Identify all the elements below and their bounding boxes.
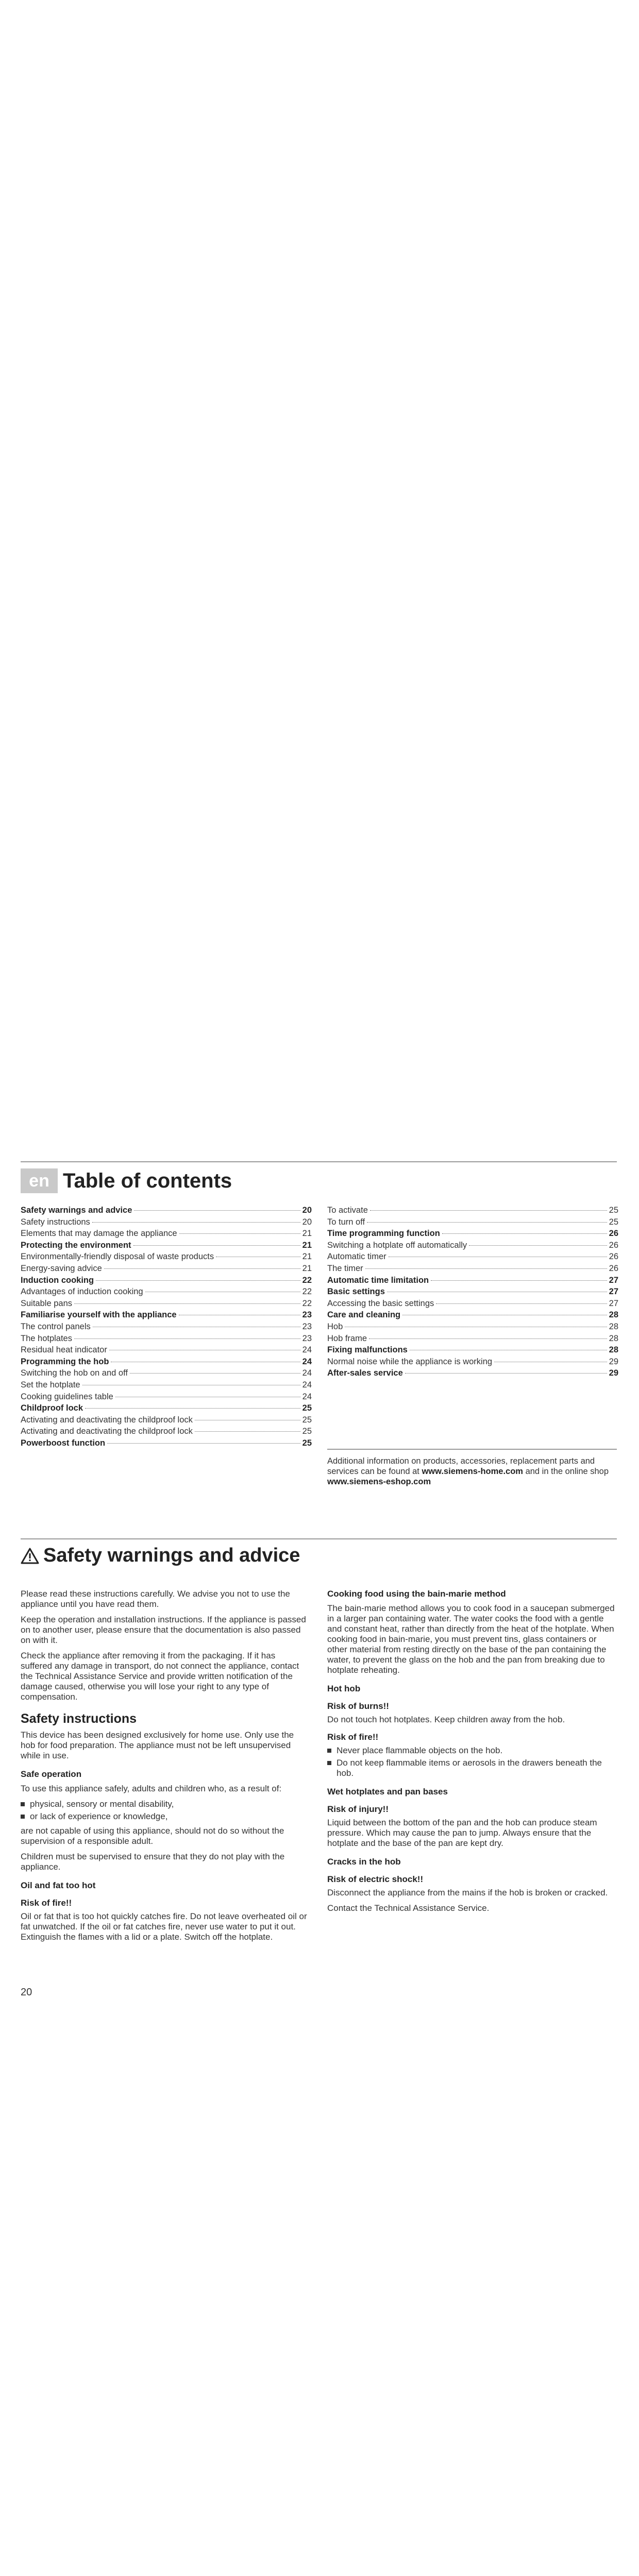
toc-entry[interactable] <box>327 1321 618 1333</box>
toc-entry-page: 21 <box>302 1229 312 1239</box>
toc-entry-page: 22 <box>302 1287 312 1297</box>
toc-entry-page: 22 <box>302 1298 312 1308</box>
toc-entry[interactable] <box>21 1251 312 1263</box>
toc-leader-dots <box>431 1280 607 1281</box>
toc-entry-page: 26 <box>609 1263 618 1273</box>
paragraph: To use this appliance safely, adults and children who, as a result of: <box>21 1784 282 1793</box>
toc-entry-page: 28 <box>609 1345 618 1355</box>
info-text: Additional information on products, accessories, replacement parts and services can be found at <box>327 1456 595 1476</box>
toc-entry-title: Normal noise while the appliance is working <box>327 1357 493 1366</box>
toc-entry-title: Powerboost function <box>21 1438 106 1448</box>
safety-title: Safety warnings and advice <box>43 1545 300 1566</box>
paragraph: Children must be supervised to ensure that they do not play with the appliance. <box>21 1852 285 1872</box>
heading-risk-burns: Risk of burns!! <box>327 1701 389 1711</box>
toc-leader-dots <box>370 1210 607 1211</box>
toc-entry[interactable] <box>327 1309 618 1321</box>
paragraph: The bain-marie method allows you to cook food in a saucepan submerged in a larger pan containing water. The water cooks the food with a gentle and constant heat, rather than directly from the heat of the hotplate. When cooking food in bain-marie, you must prevent tins, glass containers or other material from resting directly on the base of the pan containing the water, to prevent the glass on the hob and the pan from breaking due to hotplate reheating. <box>327 1603 615 1675</box>
toc-entry[interactable] <box>21 1321 312 1333</box>
paragraph: Check the appliance after removing it from the packaging. If it has suffered any damage in transport, do not connect the appliance, contact the Technical Assistance Service and provide written notification of the damage caused, otherwise you will lose your right to any type of compensation. <box>21 1651 299 1702</box>
heading-risk-fire: Risk of fire!! <box>327 1732 379 1742</box>
heading-oil-fat: Oil and fat too hot <box>21 1880 96 1890</box>
heading-safe-operation: Safe operation <box>21 1769 82 1779</box>
toc-entry-title: Automatic timer <box>327 1252 386 1262</box>
toc-leader-dots <box>442 1233 607 1234</box>
toc-entry-title: Protecting the environment <box>21 1240 131 1250</box>
toc-leader-dots <box>469 1245 607 1246</box>
toc-entry-title: Programming the hob <box>21 1357 109 1366</box>
toc-entry-page: 29 <box>609 1368 618 1378</box>
toc-title: Table of contents <box>63 1169 232 1192</box>
heading-cracks: Cracks in the hob <box>327 1857 401 1867</box>
toc-entry[interactable] <box>21 1356 312 1368</box>
toc-leader-dots <box>179 1233 300 1234</box>
toc-entry-page: 23 <box>302 1321 312 1331</box>
toc-entry[interactable] <box>327 1367 618 1379</box>
toc-leader-dots <box>436 1303 607 1304</box>
toc-entry-page: 29 <box>609 1357 618 1366</box>
toc-entry[interactable] <box>21 1379 312 1391</box>
toc-entry-title: To turn off <box>327 1217 365 1227</box>
toc-entry-title: Hob <box>327 1321 343 1331</box>
heading-bain-marie: Cooking food using the bain-marie method <box>327 1589 506 1599</box>
toc-entry[interactable] <box>327 1205 618 1216</box>
toc-leader-dots <box>369 1338 607 1339</box>
toc-entry-title: Automatic time limitation <box>327 1275 429 1285</box>
toc-entry[interactable] <box>21 1240 312 1251</box>
toc-entry-title: Childproof lock <box>21 1403 83 1413</box>
toc-entry-page: 25 <box>302 1403 312 1413</box>
link-siemens-home[interactable]: www.siemens-home.com <box>422 1467 523 1476</box>
toc-entry-page: 23 <box>302 1310 312 1320</box>
toc-entry-title: The hotplates <box>21 1333 72 1343</box>
toc-entry-title: Switching the hob on and off <box>21 1368 128 1378</box>
section-divider <box>21 1538 617 1539</box>
toc-entry-page: 27 <box>609 1287 618 1297</box>
toc-entry[interactable] <box>21 1275 312 1286</box>
warning-triangle-icon <box>21 1548 39 1564</box>
toc-entry-title: Basic settings <box>327 1287 385 1297</box>
paragraph: This device has been designed exclusively for home use. Only use the hob for food preparation. The appliance must not be left unsupervised while in use. <box>21 1730 294 1760</box>
toc-entry-page: 24 <box>302 1345 312 1355</box>
toc-entry-page: 25 <box>302 1427 312 1436</box>
list-item <box>327 1758 616 1778</box>
toc-entry[interactable] <box>21 1216 312 1228</box>
safety-column-right <box>327 1589 616 1919</box>
toc-entry-page: 27 <box>609 1298 618 1308</box>
toc-entry-page: 25 <box>302 1415 312 1425</box>
paragraph: Liquid between the bottom of the pan and the hob can produce steam pressure. Which may cause the pan to jump. Always ensure that the hotplate and the base of the pan are kept dry. <box>327 1818 597 1848</box>
heading-risk-shock: Risk of electric shock!! <box>327 1874 424 1884</box>
toc-entry-title: Residual heat indicator <box>21 1345 107 1355</box>
toc-entry-title: After-sales service <box>327 1368 403 1378</box>
list-item-text: or lack of experience or knowledge, <box>30 1811 168 1821</box>
toc-entry[interactable] <box>327 1298 618 1310</box>
toc-entry[interactable] <box>327 1275 618 1286</box>
toc-entry[interactable] <box>327 1286 618 1298</box>
paragraph: Oil or fat that is too hot quickly catches fire. Do not leave overheated oil or fat unwatched. If the oil or fat catches fire, never use water to put it out. Extinguish the flames with a lid or a plate. Switch off the hotplate. <box>21 1911 307 1942</box>
toc-leader-dots <box>365 1268 607 1269</box>
toc-entry-title: Advantages of induction cooking <box>21 1287 143 1297</box>
toc-leader-dots <box>96 1280 300 1281</box>
toc-entry-page: 21 <box>302 1240 312 1250</box>
list-item <box>327 1745 616 1756</box>
toc-entry-page: 20 <box>302 1206 312 1215</box>
paragraph: Do not touch hot hotplates. Keep children away from the hob. <box>327 1715 565 1724</box>
toc-entry-title: Energy-saving advice <box>21 1263 102 1273</box>
toc-entry-page: 27 <box>609 1275 618 1285</box>
heading-hot-hob: Hot hob <box>327 1684 361 1693</box>
bullet-icon <box>21 1802 25 1806</box>
toc-entry-title: Induction cooking <box>21 1275 94 1285</box>
list-item-text: physical, sensory or mental disability, <box>30 1799 174 1809</box>
toc-entry-page: 24 <box>302 1368 312 1378</box>
toc-entry-page: 25 <box>609 1206 618 1215</box>
toc-header <box>21 1166 232 1195</box>
toc-entry-page: 22 <box>302 1275 312 1285</box>
toc-entry[interactable] <box>21 1205 312 1216</box>
toc-entry[interactable] <box>21 1333 312 1345</box>
toc-entry[interactable] <box>21 1426 312 1437</box>
toc-entry-page: 23 <box>302 1333 312 1343</box>
toc-entry-title: Hob frame <box>327 1333 367 1343</box>
toc-entry-title: To activate <box>327 1206 368 1215</box>
toc-leader-dots <box>195 1431 300 1432</box>
toc-entry-page: 28 <box>609 1321 618 1331</box>
bullet-icon <box>327 1761 331 1765</box>
toc-entry[interactable] <box>21 1309 312 1321</box>
toc-entry-title: Fixing malfunctions <box>327 1345 408 1355</box>
toc-entry-page: 28 <box>609 1333 618 1343</box>
language-badge: en <box>21 1168 58 1193</box>
toc-entry-title: Switching a hotplate off automatically <box>327 1240 467 1250</box>
toc-leader-dots <box>133 1245 300 1246</box>
toc-entry-page: 25 <box>302 1438 312 1448</box>
toc-leader-dots <box>107 1443 300 1444</box>
toc-column-left <box>21 1205 312 1449</box>
toc-leader-dots <box>405 1373 607 1374</box>
list-item-text: Never place flammable objects on the hob. <box>337 1745 503 1755</box>
paragraph: Contact the Technical Assistance Service. <box>327 1903 490 1913</box>
top-divider <box>21 1161 617 1162</box>
toc-entry-title: Elements that may damage the appliance <box>21 1229 177 1239</box>
toc-entry[interactable] <box>327 1251 618 1263</box>
toc-entry[interactable] <box>327 1263 618 1275</box>
paragraph: Please read these instructions carefully. We advise you not to use the appliance until you have read them. <box>21 1589 290 1609</box>
toc-entry[interactable] <box>327 1356 618 1368</box>
toc-entry-page: 24 <box>302 1357 312 1366</box>
toc-entry-title: Time programming function <box>327 1229 440 1239</box>
heading-risk-injury: Risk of injury!! <box>327 1804 389 1814</box>
toc-entry-title: Activating and deactivating the childproof lock <box>21 1427 193 1436</box>
toc-entry-page: 24 <box>302 1380 312 1389</box>
toc-entry[interactable] <box>21 1437 312 1449</box>
paragraph: are not capable of using this appliance, should not do so without the supervision of a responsible adult. <box>21 1826 284 1846</box>
heading-risk-fire: Risk of fire!! <box>21 1898 72 1908</box>
toc-entry-page: 21 <box>302 1263 312 1273</box>
toc-entry-page: 26 <box>609 1252 618 1262</box>
toc-entry-title: Set the hotplate <box>21 1380 80 1389</box>
toc-entry[interactable] <box>327 1344 618 1356</box>
heading-wet-hotplates: Wet hotplates and pan bases <box>327 1787 448 1797</box>
toc-entry-page: 26 <box>609 1240 618 1250</box>
toc-entry[interactable] <box>21 1228 312 1240</box>
toc-entry[interactable] <box>21 1367 312 1379</box>
toc-entry-title: Safety warnings and advice <box>21 1206 132 1215</box>
toc-entry-page: 24 <box>302 1392 312 1401</box>
toc-entry[interactable] <box>21 1298 312 1310</box>
safety-header <box>21 1545 300 1567</box>
toc-entry-page: 26 <box>609 1229 618 1239</box>
toc-leader-dots <box>130 1373 300 1374</box>
page-number: 20 <box>21 1987 32 1998</box>
toc-entry-title: Cooking guidelines table <box>21 1392 113 1401</box>
info-note <box>327 1456 616 1487</box>
toc-column-right <box>327 1205 618 1379</box>
link-siemens-eshop[interactable]: www.siemens-eshop.com <box>327 1477 431 1486</box>
paragraph: Disconnect the appliance from the mains if the hob is broken or cracked. <box>327 1888 608 1897</box>
bullet-icon <box>327 1749 331 1753</box>
list-item <box>21 1811 309 1822</box>
toc-leader-dots <box>74 1338 300 1339</box>
toc-leader-dots <box>134 1210 300 1211</box>
toc-entry[interactable] <box>21 1391 312 1403</box>
toc-entry[interactable] <box>21 1414 312 1426</box>
safety-column-left <box>21 1589 309 1947</box>
toc-entry[interactable] <box>21 1263 312 1275</box>
toc-entry-page: 21 <box>302 1252 312 1262</box>
toc-entry-title: The timer <box>327 1263 363 1273</box>
toc-entry-page: 20 <box>302 1217 312 1227</box>
bullet-icon <box>21 1815 25 1819</box>
toc-entry-title: Environmentally-friendly disposal of waste products <box>21 1252 214 1262</box>
toc-entry[interactable] <box>21 1402 312 1414</box>
list-item-text: Do not keep flammable items or aerosols in the drawers beneath the hob. <box>337 1758 602 1778</box>
toc-entry[interactable] <box>327 1216 618 1228</box>
info-text-2: and in the online shop <box>523 1467 609 1476</box>
toc-leader-dots <box>85 1408 300 1409</box>
toc-entry-title: Accessing the basic settings <box>327 1298 434 1308</box>
toc-entry[interactable] <box>21 1286 312 1298</box>
list-item <box>21 1799 309 1809</box>
toc-leader-dots <box>104 1268 300 1269</box>
paragraph: Keep the operation and installation instructions. If the appliance is passed on to another user, please ensure that the documentation is also passed on with it. <box>21 1615 306 1645</box>
toc-entry[interactable] <box>327 1333 618 1345</box>
toc-leader-dots <box>74 1303 300 1304</box>
toc-entry[interactable] <box>21 1344 312 1356</box>
toc-entry[interactable] <box>327 1228 618 1240</box>
toc-entry[interactable] <box>327 1240 618 1251</box>
toc-entry-page: 28 <box>609 1310 618 1320</box>
heading-safety-instructions: Safety instructions <box>21 1711 137 1726</box>
toc-leader-dots <box>92 1222 300 1223</box>
toc-entry-title: Suitable pans <box>21 1298 72 1308</box>
toc-entry-title: Familiarise yourself with the appliance <box>21 1310 177 1320</box>
toc-entry-page: 25 <box>609 1217 618 1227</box>
toc-entry-title: Care and cleaning <box>327 1310 401 1320</box>
toc-leader-dots <box>367 1222 607 1223</box>
info-divider <box>327 1449 617 1450</box>
toc-entry-title: Safety instructions <box>21 1217 90 1227</box>
toc-entry-title: The control panels <box>21 1321 91 1331</box>
toc-entry-title: Activating and deactivating the childproof lock <box>21 1415 193 1425</box>
